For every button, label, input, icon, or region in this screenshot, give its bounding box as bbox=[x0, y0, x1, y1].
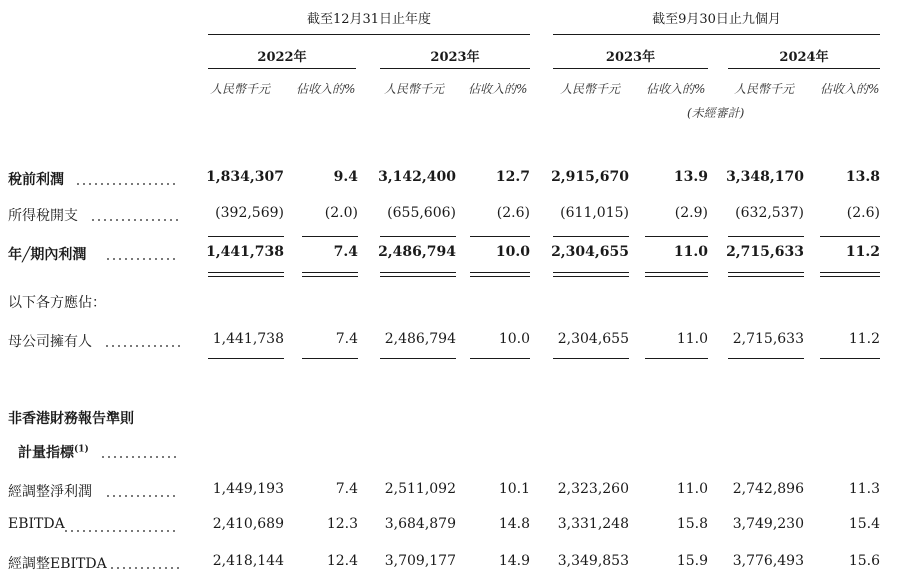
cell-2024-9m-amount: 3,348,170 bbox=[726, 169, 804, 185]
leader-dot bbox=[171, 567, 173, 569]
leader-dot bbox=[71, 530, 73, 532]
rule-before-total-6 bbox=[645, 236, 708, 237]
row-label-income-tax: 所得稅開支 bbox=[8, 208, 78, 224]
leader-dot bbox=[126, 456, 128, 458]
leader-dot bbox=[128, 219, 130, 221]
leader-dot bbox=[125, 495, 127, 497]
measures-text: 計量指標 bbox=[18, 445, 74, 461]
cell-2023-amount: 3,709,177 bbox=[384, 553, 456, 569]
leader-dot bbox=[92, 219, 94, 221]
cell-2023-pct: 14.9 bbox=[498, 553, 530, 569]
leader-dot bbox=[113, 530, 115, 532]
leader-dot bbox=[112, 345, 114, 347]
cell-2023-pct: 10.1 bbox=[498, 481, 530, 497]
cell-2024-9m-pct: 11.3 bbox=[848, 481, 880, 497]
cell-2023-9m-pct: 11.0 bbox=[676, 331, 708, 347]
leader-dot bbox=[142, 345, 144, 347]
leader-dot bbox=[130, 345, 132, 347]
cell-2023-amount: 2,486,794 bbox=[378, 244, 456, 260]
leader-dot bbox=[173, 495, 175, 497]
double-rule-3 bbox=[380, 272, 456, 277]
leader-dot bbox=[95, 183, 97, 185]
cell-2023-pct: 10.0 bbox=[498, 331, 530, 347]
cell-2023-amount: 3,684,879 bbox=[384, 516, 456, 532]
dots-row-9 bbox=[65, 530, 175, 532]
group-header-nine-months: 截至9月30日止九個月 bbox=[652, 12, 781, 27]
leader-dot bbox=[153, 567, 155, 569]
leader-dot bbox=[155, 495, 157, 497]
year-header-2023-9m: 2023年 bbox=[605, 50, 656, 65]
leader-dot bbox=[119, 183, 121, 185]
leader-dot bbox=[147, 567, 149, 569]
leader-dot bbox=[155, 258, 157, 260]
rule-owners-8 bbox=[820, 358, 880, 359]
leader-dot bbox=[89, 530, 91, 532]
leader-dot bbox=[113, 495, 115, 497]
row-label-owners: 母公司擁有人 bbox=[8, 334, 92, 350]
leader-dot bbox=[137, 258, 139, 260]
leader-dot bbox=[134, 219, 136, 221]
double-rule-6 bbox=[645, 272, 708, 277]
leader-dot bbox=[131, 258, 133, 260]
double-rule-1 bbox=[208, 272, 284, 277]
leader-dot bbox=[136, 345, 138, 347]
leader-dot bbox=[101, 183, 103, 185]
leader-dot bbox=[102, 456, 104, 458]
leader-dot bbox=[107, 258, 109, 260]
rule-owners-4 bbox=[470, 358, 530, 359]
cell-2024-9m-amount: 3,749,230 bbox=[732, 516, 804, 532]
cell-2022-amount: 2,418,144 bbox=[212, 553, 284, 569]
leader-dot bbox=[174, 456, 176, 458]
cell-2024-9m-amount: (632,537) bbox=[735, 205, 804, 221]
leader-dot bbox=[152, 219, 154, 221]
leader-dot bbox=[137, 495, 139, 497]
leader-dot bbox=[132, 456, 134, 458]
leader-dot bbox=[155, 530, 157, 532]
leader-dot bbox=[77, 183, 79, 185]
leader-dot bbox=[154, 345, 156, 347]
leader-dot bbox=[143, 258, 145, 260]
rule-before-total-3 bbox=[380, 236, 456, 237]
leader-dot bbox=[140, 219, 142, 221]
leader-dot bbox=[150, 456, 152, 458]
leader-dot bbox=[146, 219, 148, 221]
leader-dot bbox=[161, 530, 163, 532]
leader-dot bbox=[155, 183, 157, 185]
leader-dot bbox=[149, 530, 151, 532]
dots-row-7 bbox=[102, 456, 176, 458]
cell-2023-amount: 2,511,092 bbox=[384, 481, 456, 497]
cell-2022-pct: 9.4 bbox=[333, 169, 358, 185]
leader-dot bbox=[143, 183, 145, 185]
rule-before-total-2 bbox=[302, 236, 358, 237]
leader-dot bbox=[170, 219, 172, 221]
row-label-profit-for-period: 年╱期內利潤 bbox=[8, 247, 87, 263]
dots-row-2 bbox=[92, 219, 178, 221]
leader-dot bbox=[113, 183, 115, 185]
leader-dot bbox=[116, 219, 118, 221]
cell-2024-9m-pct: 11.2 bbox=[848, 331, 880, 347]
leader-dot bbox=[124, 345, 126, 347]
cell-2023-amount: (655,606) bbox=[387, 205, 456, 221]
leader-dot bbox=[177, 567, 179, 569]
footnote-marker: (1) bbox=[74, 444, 89, 455]
cell-2024-9m-amount: 2,715,633 bbox=[732, 331, 804, 347]
leader-dot bbox=[118, 345, 120, 347]
row-label-non-hkfrs: 非香港財務報告準則 bbox=[8, 411, 134, 427]
cell-2022-amount: 1,441,738 bbox=[212, 331, 284, 347]
cell-2023-9m-pct: (2.9) bbox=[674, 205, 708, 221]
cell-2023-9m-pct: 15.9 bbox=[676, 553, 708, 569]
cell-2023-9m-pct: 15.8 bbox=[676, 516, 708, 532]
cell-2023-9m-amount: 2,323,260 bbox=[557, 481, 629, 497]
leader-dot bbox=[131, 530, 133, 532]
dots-row-1 bbox=[77, 183, 175, 185]
dots-row-8 bbox=[107, 495, 175, 497]
leader-dot bbox=[173, 258, 175, 260]
cell-2024-9m-pct: 11.2 bbox=[845, 244, 880, 260]
leader-dot bbox=[141, 567, 143, 569]
leader-dot bbox=[123, 567, 125, 569]
cell-2023-9m-amount: 2,304,655 bbox=[557, 331, 629, 347]
rule-owners-6 bbox=[645, 358, 708, 359]
rule-before-total-5 bbox=[553, 236, 629, 237]
leader-dot bbox=[95, 530, 97, 532]
leader-dot bbox=[143, 530, 145, 532]
cell-2022-pct: (2.0) bbox=[324, 205, 358, 221]
unit-amount-1: 人民幣千元 bbox=[210, 82, 271, 96]
year-header-2022: 2022年 bbox=[257, 50, 307, 65]
leader-dot bbox=[83, 530, 85, 532]
unit-pct-1: 佔收入的% bbox=[296, 82, 356, 96]
leader-dot bbox=[161, 495, 163, 497]
leader-dot bbox=[137, 183, 139, 185]
cell-2022-amount: (392,569) bbox=[215, 205, 284, 221]
leader-dot bbox=[107, 183, 109, 185]
leader-dot bbox=[65, 530, 67, 532]
leader-dot bbox=[143, 495, 145, 497]
cell-2023-pct: 10.0 bbox=[495, 244, 530, 260]
cell-2024-9m-pct: 15.4 bbox=[848, 516, 880, 532]
leader-dot bbox=[162, 456, 164, 458]
leader-dot bbox=[101, 530, 103, 532]
leader-dot bbox=[167, 530, 169, 532]
leader-dot bbox=[107, 530, 109, 532]
cell-2024-9m-amount: 3,776,493 bbox=[732, 553, 804, 569]
unit-pct-4: 佔收入的% bbox=[820, 82, 880, 96]
cell-2024-9m-pct: 13.8 bbox=[845, 169, 880, 185]
cell-2022-pct: 12.3 bbox=[326, 516, 358, 532]
double-rule-4 bbox=[470, 272, 530, 277]
leader-dot bbox=[125, 530, 127, 532]
cell-2023-9m-amount: 2,915,670 bbox=[551, 169, 629, 185]
leader-dot bbox=[89, 183, 91, 185]
leader-dot bbox=[156, 456, 158, 458]
leader-dot bbox=[161, 258, 163, 260]
cell-2022-pct: 7.4 bbox=[335, 331, 358, 347]
dots-row-3 bbox=[107, 258, 175, 260]
leader-dot bbox=[144, 456, 146, 458]
leader-dot bbox=[149, 183, 151, 185]
cell-2023-amount: 2,486,794 bbox=[384, 331, 456, 347]
leader-dot bbox=[159, 567, 161, 569]
leader-dot bbox=[131, 495, 133, 497]
unit-pct-2: 佔收入的% bbox=[468, 82, 528, 96]
leader-dot bbox=[167, 495, 169, 497]
leader-dot bbox=[119, 530, 121, 532]
leader-dot bbox=[108, 456, 110, 458]
cell-2022-pct: 12.4 bbox=[326, 553, 358, 569]
unit-amount-2: 人民幣千元 bbox=[384, 82, 445, 96]
cell-2023-9m-amount: 2,304,655 bbox=[551, 244, 629, 260]
leader-dot bbox=[131, 183, 133, 185]
leader-dot bbox=[167, 183, 169, 185]
cell-2023-pct: 14.8 bbox=[498, 516, 530, 532]
leader-dot bbox=[113, 258, 115, 260]
leader-dot bbox=[167, 258, 169, 260]
unit-amount-3: 人民幣千元 bbox=[560, 82, 621, 96]
leader-dot bbox=[161, 183, 163, 185]
row-label-ebitda: EBITDA bbox=[8, 516, 65, 532]
unit-amount-4: 人民幣千元 bbox=[734, 82, 795, 96]
leader-dot bbox=[165, 567, 167, 569]
year-header-2024-9m: 2024年 bbox=[779, 50, 829, 65]
cell-2024-9m-pct: 15.6 bbox=[848, 553, 880, 569]
rule-owners-3 bbox=[380, 358, 456, 359]
cell-2024-9m-amount: 2,715,633 bbox=[726, 244, 804, 260]
double-rule-5 bbox=[553, 272, 629, 277]
leader-dot bbox=[111, 567, 113, 569]
double-rule-2 bbox=[302, 272, 358, 277]
leader-dot bbox=[119, 495, 121, 497]
cell-2022-amount: 2,410,689 bbox=[212, 516, 284, 532]
leader-dot bbox=[173, 530, 175, 532]
leader-dot bbox=[168, 456, 170, 458]
rule-owners-7 bbox=[728, 358, 804, 359]
cell-2023-9m-pct: 11.0 bbox=[673, 244, 708, 260]
rule-before-total-4 bbox=[470, 236, 530, 237]
leader-dot bbox=[178, 345, 180, 347]
year-header-2023: 2023年 bbox=[430, 50, 480, 65]
leader-dot bbox=[160, 345, 162, 347]
leader-dot bbox=[158, 219, 160, 221]
row-label-adjusted-net-profit: 經調整淨利潤 bbox=[8, 484, 92, 500]
leader-dot bbox=[149, 258, 151, 260]
leader-dot bbox=[98, 219, 100, 221]
row-label-profit-before-tax: 稅前利潤 bbox=[8, 172, 64, 188]
cell-2022-pct: 7.4 bbox=[333, 244, 358, 260]
leader-dot bbox=[129, 567, 131, 569]
dots-row-10 bbox=[111, 567, 179, 569]
leader-dot bbox=[122, 219, 124, 221]
cell-2022-amount: 1,449,193 bbox=[212, 481, 284, 497]
leader-dot bbox=[83, 183, 85, 185]
row-label-attributable: 以下各方應佔： bbox=[8, 295, 106, 311]
rule-before-total-8 bbox=[820, 236, 880, 237]
cell-2023-amount: 3,142,400 bbox=[378, 169, 456, 185]
leader-dot bbox=[106, 345, 108, 347]
leader-dot bbox=[137, 530, 139, 532]
group-header-year-end: 截至12月31日止年度 bbox=[306, 12, 432, 27]
dots-row-5 bbox=[106, 345, 180, 347]
unit-pct-3: 佔收入的% bbox=[646, 82, 706, 96]
cell-2024-9m-amount: 2,742,896 bbox=[732, 481, 804, 497]
cell-2023-9m-amount: (611,015) bbox=[560, 205, 629, 221]
cell-2023-pct: 12.7 bbox=[495, 169, 530, 185]
cell-2023-9m-amount: 3,349,853 bbox=[557, 553, 629, 569]
leader-dot bbox=[135, 567, 137, 569]
cell-2023-9m-pct: 11.0 bbox=[676, 481, 708, 497]
leader-dot bbox=[148, 345, 150, 347]
double-rule-7 bbox=[728, 272, 804, 277]
leader-dot bbox=[119, 258, 121, 260]
leader-dot bbox=[173, 183, 175, 185]
leader-dot bbox=[164, 219, 166, 221]
leader-dot bbox=[149, 495, 151, 497]
double-rule-8 bbox=[820, 272, 880, 277]
cell-2022-amount: 1,834,307 bbox=[206, 169, 284, 185]
rule-before-total-7 bbox=[728, 236, 804, 237]
leader-dot bbox=[114, 456, 116, 458]
leader-dot bbox=[176, 219, 178, 221]
leader-dot bbox=[138, 456, 140, 458]
leader-dot bbox=[125, 183, 127, 185]
leader-dot bbox=[110, 219, 112, 221]
leader-dot bbox=[117, 567, 119, 569]
leader-dot bbox=[107, 495, 109, 497]
leader-dot bbox=[104, 219, 106, 221]
leader-dot bbox=[77, 530, 79, 532]
cell-2023-9m-amount: 3,331,248 bbox=[557, 516, 629, 532]
rule-owners-1 bbox=[208, 358, 284, 359]
cell-2023-9m-pct: 13.9 bbox=[673, 169, 708, 185]
row-label-adjusted-ebitda: 經調整EBITDA bbox=[8, 556, 107, 572]
unaudited-note: (未經審計) bbox=[687, 106, 745, 120]
rule-before-total-1 bbox=[208, 236, 284, 237]
cell-2022-pct: 7.4 bbox=[335, 481, 358, 497]
leader-dot bbox=[166, 345, 168, 347]
leader-dot bbox=[120, 456, 122, 458]
rule-owners-2 bbox=[302, 358, 358, 359]
cell-2024-9m-pct: (2.6) bbox=[846, 205, 880, 221]
rule-owners-5 bbox=[553, 358, 629, 359]
leader-dot bbox=[172, 345, 174, 347]
cell-2022-amount: 1,441,738 bbox=[206, 244, 284, 260]
leader-dot bbox=[125, 258, 127, 260]
cell-2023-pct: (2.6) bbox=[496, 205, 530, 221]
